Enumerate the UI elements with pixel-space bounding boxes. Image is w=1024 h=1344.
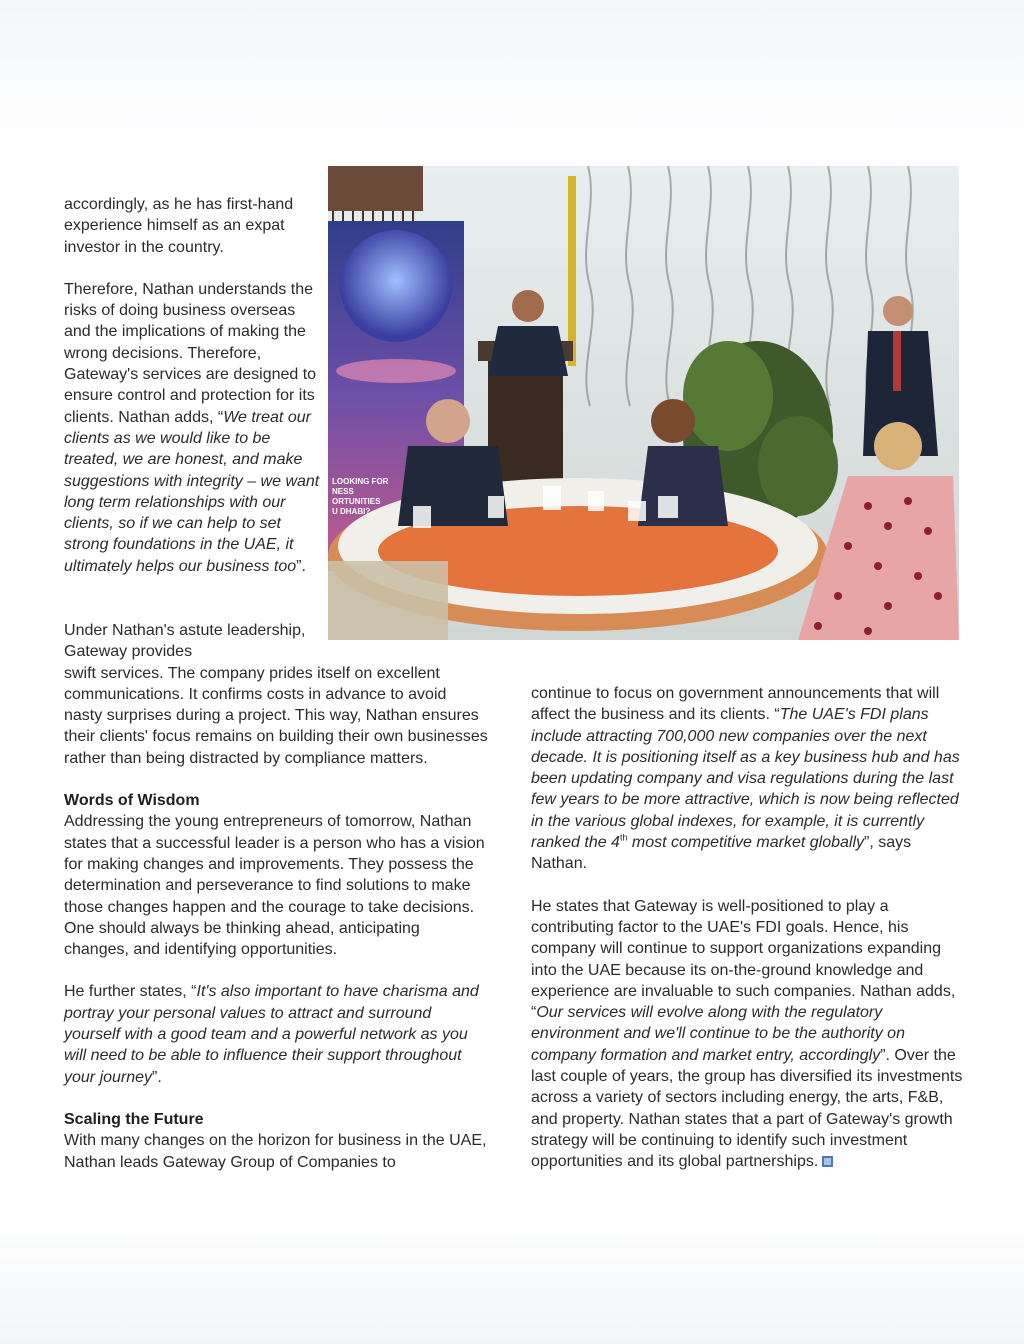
right-text-column xyxy=(531,683,963,1173)
drop-cap-a: A xyxy=(64,813,75,831)
quote-treat-clients: We treat our clients as we would like to be treated, we are honest, and make suggestions with integrity – we want long term relationships with our clients, so if we can help to set strong foundations in the UAE, it ultimately helps our business too xyxy=(64,408,320,575)
paragraph-leadership xyxy=(64,620,489,769)
left-text-column xyxy=(64,620,489,1173)
paragraph-charisma-intro: He further states, “ xyxy=(64,983,197,1001)
article-end-icon xyxy=(822,1156,833,1167)
svg-text:U DHABI?: U DHABI? xyxy=(332,507,371,516)
quote-fdi-b: most competitive market globally xyxy=(627,834,864,852)
paragraph-accordingly: accordingly, as he has first-hand experience himself as an expat investor in the country. xyxy=(64,196,294,256)
svg-text:ORTUNITIES: ORTUNITIES xyxy=(332,497,381,506)
paragraph-entrepreneurs-body: ddressing the young entrepreneurs of tomorrow, Nathan states that a successful leader is a person who has a vision for making changes and improvements. They possess the determination and perseverance to find solutions to make those changes happen and the courage to take decisions. One should always be thinking ahead, anticipating changes, and identifying opportunities. xyxy=(64,813,485,959)
paragraph-well-positioned-rest: ”. Over the last couple of years, the group has diversified its investments across a variety of sectors including energy, the arts, F&B, and property. Nathan states that a part of Gateway's growth strategy will be continuing to identify such investment opportunities and its global partnerships. xyxy=(531,1046,963,1171)
paragraph-leadership-start: nder Nathan's astute leadership, Gateway provides xyxy=(64,622,306,661)
quote-close: ”. xyxy=(152,1068,162,1086)
paragraph-well-positioned xyxy=(531,896,963,1173)
paragraph-fdi xyxy=(531,683,963,875)
paragraph-well-positioned-intro: He states that Gateway is well-positioned to play a contributing factor to the UAE's FDI goals. Hence, his company will continue to support organizations expanding into the UAE because its on-the-ground knowledge and experience are invaluable to such companies. Nathan adds, “ xyxy=(531,897,956,1022)
quote-close: ”. xyxy=(296,557,306,575)
quote-charisma: It's also important to have charisma and portray your personal values to attract and surround yourself with a good team and a powerful network as you will need to be able to influence their support throughout your journey xyxy=(64,983,479,1086)
paragraph-charisma xyxy=(64,981,489,1087)
paragraph-entrepreneurs xyxy=(64,811,489,960)
drop-cap-u: U xyxy=(64,622,76,639)
paragraph-risks xyxy=(64,279,326,577)
paragraph-leadership-rest: swift services. The company prides itself on excellent communications. It confirms costs in advance to avoid nasty surprises during a project. This way, Nathan ensures their clients' focus remains on building their own businesses rather than being distracted by compliance matters. xyxy=(64,664,488,767)
page-background-bottom xyxy=(0,1214,1024,1344)
paragraph-fdi-intro: continue to focus on government announcements that will affect the business and its clients. “ xyxy=(531,685,940,724)
heading-words-of-wisdom: Words of Wisdom xyxy=(64,792,200,810)
event-photo xyxy=(328,166,959,640)
quote-services-evolve: Our services will evolve along with the regulatory environment and we'll continue to be the authority on company formation and market entry, accordingly xyxy=(531,1004,905,1064)
top-text-column xyxy=(64,194,326,577)
paragraph-risks-intro: Therefore, Nathan understands the risks of doing business overseas and the implications of making the wrong decisions. Therefore, Gateway's services are designed to ensure control and protection for its clients. Nathan adds, “ xyxy=(64,280,317,426)
quote-fdi-a: The UAE's FDI plans include attracting 700,000 new companies over the next decade. It is positioning itself as a key business hub and has been updating company and visa regulations during the last few years to be more attractive, which is now being reflected in the various global indexes, for example, it is currently ranked the 4 xyxy=(531,706,960,852)
paragraph-horizon: With many changes on the horizon for business in the UAE, Nathan leads Gateway Group of Companies to xyxy=(64,1132,487,1171)
svg-text:NESS: NESS xyxy=(332,487,354,496)
paragraph-fdi-end: ”, says Nathan. xyxy=(531,834,912,873)
superscript-th: th xyxy=(619,832,628,843)
page-background-top xyxy=(0,0,1024,160)
heading-scaling-the-future: Scaling the Future xyxy=(64,1110,204,1128)
svg-text:LOOKING FOR: LOOKING FOR xyxy=(332,477,389,486)
